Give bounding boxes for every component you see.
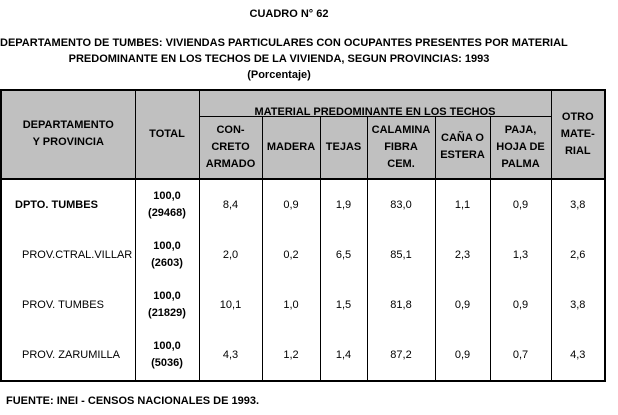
header-madera-line-1: MADERA <box>266 140 316 153</box>
row-name: PROV.CTRAL.VILLAR <box>1 230 135 280</box>
cell-cana: 1,1 <box>435 179 490 230</box>
data-table-container <box>0 89 604 381</box>
row-total-count: (2603) <box>151 256 183 269</box>
row-total <box>135 230 199 280</box>
table-row-prov-tumbes <box>1 280 605 330</box>
cell-cana: 0,9 <box>435 280 490 330</box>
cell-otro: 3,8 <box>551 280 605 330</box>
header-paja-palma <box>490 117 551 179</box>
header-otro-line-3: RIAL <box>564 144 591 157</box>
cell-concreto: 2,0 <box>199 230 262 280</box>
cell-calamina: 81,8 <box>367 280 435 330</box>
row-total-percent: 100,0 <box>153 189 181 202</box>
cell-cana: 2,3 <box>435 230 490 280</box>
row-total-percent: 100,0 <box>153 239 181 252</box>
row-total-count: (29468) <box>148 206 186 219</box>
row-total-count: (5036) <box>151 356 183 369</box>
cell-tejas: 1,9 <box>320 179 367 230</box>
source-note: FUENTE: INEI - CENSOS NACIONALES DE 1993. <box>6 395 260 407</box>
header-cana-estera <box>435 117 490 179</box>
header-paja-line-1: PAJA, <box>504 123 537 136</box>
header-tejas-line-1: TEJAS <box>325 140 362 153</box>
cell-tejas: 1,4 <box>320 330 367 381</box>
cuadro-label: CUADRO N° 62 <box>249 8 329 20</box>
header-concreto-armado <box>199 117 262 179</box>
row-total-percent: 100,0 <box>153 339 181 352</box>
header-dept-line-2: Y PROVINCIA <box>32 136 104 149</box>
header-cana-line-1: CAÑA O <box>441 132 484 145</box>
table-row-prov-zarumilla <box>1 330 605 381</box>
cell-otro: 3,8 <box>551 179 605 230</box>
row-name: DPTO. TUMBES <box>1 179 135 230</box>
row-total <box>135 330 199 381</box>
cell-madera: 1,0 <box>262 280 320 330</box>
cell-concreto: 8,4 <box>199 179 262 230</box>
cell-otro: 2,6 <box>551 230 605 280</box>
row-total-percent: 100,0 <box>153 289 181 302</box>
cell-tejas: 6,5 <box>320 230 367 280</box>
header-total: TOTAL <box>135 90 199 179</box>
header-concreto-line-2: CRETO <box>211 140 250 153</box>
cell-cana: 0,9 <box>435 330 490 381</box>
cell-concreto: 4,3 <box>199 330 262 381</box>
cell-paja: 0,9 <box>490 179 551 230</box>
header-madera <box>262 117 320 179</box>
cell-tejas: 1,5 <box>320 280 367 330</box>
cell-concreto: 10,1 <box>199 280 262 330</box>
cell-calamina: 83,0 <box>367 179 435 230</box>
header-concreto-line-3: ARMADO <box>205 157 256 170</box>
cell-paja: 1,3 <box>490 230 551 280</box>
cell-madera: 0,9 <box>262 179 320 230</box>
header-paja-line-3: PALMA <box>501 157 540 170</box>
header-calamina-line-3: CEM. <box>387 157 415 170</box>
header-paja-line-2: HOJA DE <box>496 140 545 153</box>
table-row-prov-ctral-villar <box>1 230 605 280</box>
cell-otro: 4,3 <box>551 330 605 381</box>
table-row-dpto-tumbes <box>1 179 605 230</box>
header-tejas <box>320 117 367 179</box>
cell-madera: 1,2 <box>262 330 320 381</box>
cell-calamina: 85,1 <box>367 230 435 280</box>
header-cana-line-2: ESTERA <box>440 149 485 162</box>
header-calamina-line-1: CALAMINA <box>371 123 431 136</box>
row-total <box>135 179 199 230</box>
row-total <box>135 280 199 330</box>
cell-calamina: 87,2 <box>367 330 435 381</box>
row-name: PROV. TUMBES <box>1 280 135 330</box>
table-title-unit: (Porcentaje) <box>247 69 311 81</box>
cell-paja: 0,9 <box>490 280 551 330</box>
cell-paja: 0,7 <box>490 330 551 381</box>
header-calamina-fibra <box>367 117 435 179</box>
header-material-group <box>199 90 551 117</box>
row-name: PROV. ZARUMILLA <box>1 330 135 381</box>
table-title-line-2: PREDOMINANTE EN LOS TECHOS DE LA VIVIENDA, SEGUN PROVINCIAS: 1993 <box>68 53 490 65</box>
data-table <box>0 89 606 382</box>
row-total-count: (21829) <box>148 306 186 319</box>
header-material-group-label: MATERIAL PREDOMINANTE EN LOS TECHOS <box>254 106 496 118</box>
header-calamina-line-2: FIBRA <box>384 140 418 153</box>
table-title-line-1: DEPARTAMENTO DE TUMBES: VIVIENDAS PARTICULARES CON OCUPANTES PRESENTES POR MATERIAL <box>0 37 568 49</box>
header-dept-provincia <box>1 90 135 179</box>
header-otro-line-2: MATE- <box>560 127 595 140</box>
header-concreto-line-1: CON- <box>216 123 245 136</box>
header-otro-material <box>551 90 605 179</box>
header-dept-line-1: DEPARTAMENTO <box>22 119 114 132</box>
cell-madera: 0,2 <box>262 230 320 280</box>
header-otro-line-1: OTRO <box>561 110 594 123</box>
